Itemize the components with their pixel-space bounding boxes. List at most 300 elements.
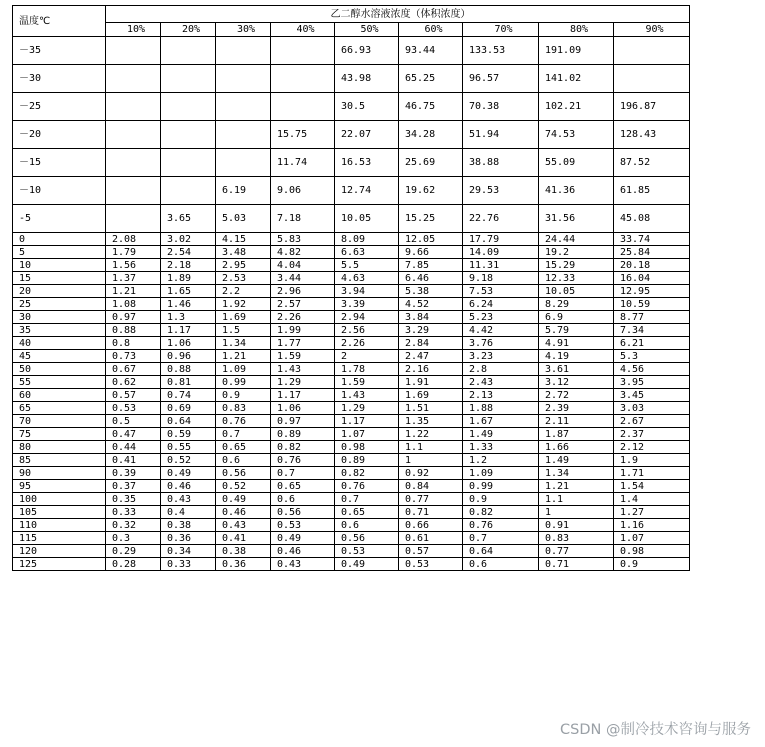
viscosity-cell: 0.9 xyxy=(614,558,690,571)
viscosity-cell: 0.61 xyxy=(399,532,463,545)
viscosity-cell: 1.67 xyxy=(463,415,539,428)
viscosity-cell: 1.17 xyxy=(335,415,399,428)
viscosity-cell xyxy=(216,121,271,149)
concentration-header-cell: 60% xyxy=(399,23,463,37)
viscosity-cell: 29.53 xyxy=(463,177,539,205)
viscosity-cell: 1.69 xyxy=(216,311,271,324)
viscosity-cell: 1.07 xyxy=(335,428,399,441)
viscosity-cell: 2.39 xyxy=(539,402,614,415)
viscosity-cell: 1.06 xyxy=(161,337,216,350)
viscosity-cell: 38.88 xyxy=(463,149,539,177)
viscosity-cell: 3.84 xyxy=(399,311,463,324)
temperature-cell: －15 xyxy=(13,149,106,177)
viscosity-cell: 102.21 xyxy=(539,93,614,121)
viscosity-cell: 0.65 xyxy=(216,441,271,454)
temperature-cell: 5 xyxy=(13,246,106,259)
table-row xyxy=(13,363,690,376)
viscosity-cell: 10.05 xyxy=(539,285,614,298)
table-row xyxy=(13,558,690,571)
viscosity-cell: 0.89 xyxy=(335,454,399,467)
temperature-cell: －25 xyxy=(13,93,106,121)
viscosity-cell: 0.46 xyxy=(216,506,271,519)
viscosity-cell: 0.73 xyxy=(106,350,161,363)
table-row xyxy=(13,259,690,272)
viscosity-cell: 0.38 xyxy=(216,545,271,558)
viscosity-cell: 2.54 xyxy=(161,246,216,259)
table-row xyxy=(13,121,690,149)
table-row xyxy=(13,350,690,363)
viscosity-cell: 24.44 xyxy=(539,233,614,246)
concentration-title: 乙二醇水溶液浓度（体积浓度） xyxy=(106,6,690,23)
viscosity-cell: 0.53 xyxy=(106,402,161,415)
viscosity-cell: 7.53 xyxy=(463,285,539,298)
viscosity-cell: 1.49 xyxy=(539,454,614,467)
viscosity-cell: 0.77 xyxy=(399,493,463,506)
viscosity-cell: 9.06 xyxy=(271,177,335,205)
viscosity-cell: 0.83 xyxy=(539,532,614,545)
viscosity-cell: 87.52 xyxy=(614,149,690,177)
viscosity-cell: 0.52 xyxy=(216,480,271,493)
viscosity-cell: 0.38 xyxy=(161,519,216,532)
viscosity-cell: 5.3 xyxy=(614,350,690,363)
viscosity-cell: 25.84 xyxy=(614,246,690,259)
viscosity-cell: 30.5 xyxy=(335,93,399,121)
viscosity-cell: 0.34 xyxy=(161,545,216,558)
viscosity-cell: 0.33 xyxy=(106,506,161,519)
viscosity-cell: 12.33 xyxy=(539,272,614,285)
viscosity-cell: 2.37 xyxy=(614,428,690,441)
viscosity-cell: 1.34 xyxy=(539,467,614,480)
viscosity-cell: 6.9 xyxy=(539,311,614,324)
viscosity-cell: 22.76 xyxy=(463,205,539,233)
viscosity-cell: 16.04 xyxy=(614,272,690,285)
viscosity-cell: 0.64 xyxy=(161,415,216,428)
viscosity-cell: 5.38 xyxy=(399,285,463,298)
viscosity-cell: 3.44 xyxy=(271,272,335,285)
viscosity-cell: 6.46 xyxy=(399,272,463,285)
viscosity-cell: 5.79 xyxy=(539,324,614,337)
viscosity-cell xyxy=(614,37,690,65)
temperature-cell: 40 xyxy=(13,337,106,350)
viscosity-cell: 0.29 xyxy=(106,545,161,558)
viscosity-table xyxy=(12,5,690,571)
viscosity-cell: 45.08 xyxy=(614,205,690,233)
viscosity-cell: 0.33 xyxy=(161,558,216,571)
viscosity-cell: 70.38 xyxy=(463,93,539,121)
viscosity-cell: 1.92 xyxy=(216,298,271,311)
table-row xyxy=(13,376,690,389)
viscosity-cell: 96.57 xyxy=(463,65,539,93)
viscosity-cell: 0.3 xyxy=(106,532,161,545)
viscosity-cell: 0.7 xyxy=(216,428,271,441)
viscosity-cell: 0.81 xyxy=(161,376,216,389)
viscosity-cell: 0.7 xyxy=(271,467,335,480)
viscosity-cell: 3.94 xyxy=(335,285,399,298)
viscosity-cell: 93.44 xyxy=(399,37,463,65)
viscosity-cell: 0.99 xyxy=(216,376,271,389)
viscosity-cell: 0.35 xyxy=(106,493,161,506)
viscosity-cell: 15.29 xyxy=(539,259,614,272)
table-row xyxy=(13,272,690,285)
viscosity-cell: 22.07 xyxy=(335,121,399,149)
viscosity-cell: 1.9 xyxy=(614,454,690,467)
viscosity-cell xyxy=(161,149,216,177)
table-row xyxy=(13,402,690,415)
viscosity-cell: 1.77 xyxy=(271,337,335,350)
viscosity-cell: 1.4 xyxy=(614,493,690,506)
viscosity-cell: 1.09 xyxy=(463,467,539,480)
viscosity-cell: 0.5 xyxy=(106,415,161,428)
viscosity-cell: 0.76 xyxy=(335,480,399,493)
viscosity-cell: 2.56 xyxy=(335,324,399,337)
viscosity-cell: 1.1 xyxy=(399,441,463,454)
viscosity-cell: 7.85 xyxy=(399,259,463,272)
viscosity-cell xyxy=(161,37,216,65)
viscosity-cell: 5.83 xyxy=(271,233,335,246)
viscosity-cell: 4.52 xyxy=(399,298,463,311)
viscosity-cell xyxy=(106,93,161,121)
viscosity-cell: 0.97 xyxy=(106,311,161,324)
viscosity-cell: 1.29 xyxy=(335,402,399,415)
viscosity-cell: 3.29 xyxy=(399,324,463,337)
viscosity-cell: 0.46 xyxy=(161,480,216,493)
temperature-cell: 20 xyxy=(13,285,106,298)
viscosity-cell: 0.49 xyxy=(161,467,216,480)
viscosity-cell: 1.2 xyxy=(463,454,539,467)
viscosity-cell: 0.65 xyxy=(271,480,335,493)
viscosity-cell: 1.33 xyxy=(463,441,539,454)
temperature-cell: －30 xyxy=(13,65,106,93)
viscosity-cell: 0.57 xyxy=(106,389,161,402)
viscosity-cell: 0.82 xyxy=(271,441,335,454)
viscosity-cell: 31.56 xyxy=(539,205,614,233)
viscosity-cell: 10.59 xyxy=(614,298,690,311)
viscosity-cell: 0.8 xyxy=(106,337,161,350)
viscosity-cell: 1.51 xyxy=(399,402,463,415)
viscosity-cell: 1.56 xyxy=(106,259,161,272)
viscosity-cell: 1 xyxy=(539,506,614,519)
temperature-cell: 125 xyxy=(13,558,106,571)
viscosity-cell: 1.37 xyxy=(106,272,161,285)
viscosity-cell: 0.56 xyxy=(216,467,271,480)
viscosity-cell xyxy=(271,93,335,121)
viscosity-cell: 0.76 xyxy=(271,454,335,467)
viscosity-cell: 1.21 xyxy=(539,480,614,493)
table-row xyxy=(13,415,690,428)
viscosity-cell: 0.43 xyxy=(161,493,216,506)
viscosity-cell xyxy=(161,177,216,205)
viscosity-cell: 1.17 xyxy=(161,324,216,337)
header-row-concentrations xyxy=(13,23,690,37)
viscosity-cell: 0.64 xyxy=(463,545,539,558)
viscosity-cell: 1.35 xyxy=(399,415,463,428)
viscosity-cell: 2.26 xyxy=(335,337,399,350)
viscosity-cell: 51.94 xyxy=(463,121,539,149)
viscosity-cell: 65.25 xyxy=(399,65,463,93)
viscosity-cell: 0.76 xyxy=(216,415,271,428)
viscosity-cell: 1.79 xyxy=(106,246,161,259)
viscosity-cell: 0.7 xyxy=(463,532,539,545)
viscosity-cell: 2.8 xyxy=(463,363,539,376)
viscosity-cell: 4.42 xyxy=(463,324,539,337)
table-row xyxy=(13,149,690,177)
viscosity-cell: 0.36 xyxy=(161,532,216,545)
temperature-cell: 0 xyxy=(13,233,106,246)
table-row xyxy=(13,205,690,233)
viscosity-cell xyxy=(106,149,161,177)
viscosity-cell: 0.67 xyxy=(106,363,161,376)
viscosity-cell: 4.19 xyxy=(539,350,614,363)
viscosity-cell: 0.96 xyxy=(161,350,216,363)
temperature-cell: 60 xyxy=(13,389,106,402)
temperature-cell: 95 xyxy=(13,480,106,493)
viscosity-cell: 6.21 xyxy=(614,337,690,350)
viscosity-cell: 2.43 xyxy=(463,376,539,389)
viscosity-cell: 3.65 xyxy=(161,205,216,233)
viscosity-cell: 0.37 xyxy=(106,480,161,493)
temperature-cell: 75 xyxy=(13,428,106,441)
viscosity-cell: 4.63 xyxy=(335,272,399,285)
table-row xyxy=(13,506,690,519)
viscosity-cell: 17.79 xyxy=(463,233,539,246)
viscosity-cell: 2.96 xyxy=(271,285,335,298)
viscosity-cell: 1.09 xyxy=(216,363,271,376)
viscosity-cell: 0.39 xyxy=(106,467,161,480)
viscosity-cell: 0.55 xyxy=(161,441,216,454)
viscosity-cell: 1.43 xyxy=(271,363,335,376)
viscosity-cell: 1.88 xyxy=(463,402,539,415)
viscosity-cell xyxy=(216,37,271,65)
viscosity-cell: 141.02 xyxy=(539,65,614,93)
temperature-cell: 25 xyxy=(13,298,106,311)
temperature-cell: 35 xyxy=(13,324,106,337)
table-row xyxy=(13,428,690,441)
viscosity-cell: 1.66 xyxy=(539,441,614,454)
temperature-cell: 50 xyxy=(13,363,106,376)
table-row xyxy=(13,311,690,324)
temperature-cell: 30 xyxy=(13,311,106,324)
viscosity-cell xyxy=(271,65,335,93)
concentration-header-cell: 50% xyxy=(335,23,399,37)
concentration-header-cell: 20% xyxy=(161,23,216,37)
viscosity-cell: 1.65 xyxy=(161,285,216,298)
viscosity-cell: 1.21 xyxy=(216,350,271,363)
temperature-header: 温度℃ xyxy=(13,6,106,37)
viscosity-cell: 0.84 xyxy=(399,480,463,493)
viscosity-cell: 0.88 xyxy=(161,363,216,376)
viscosity-cell: 1.06 xyxy=(271,402,335,415)
viscosity-cell xyxy=(161,65,216,93)
temperature-cell: 85 xyxy=(13,454,106,467)
viscosity-cell: 15.75 xyxy=(271,121,335,149)
viscosity-cell: 0.59 xyxy=(161,428,216,441)
viscosity-cell: 1.5 xyxy=(216,324,271,337)
viscosity-cell: 3.61 xyxy=(539,363,614,376)
temperature-cell: 100 xyxy=(13,493,106,506)
concentration-header-cell: 10% xyxy=(106,23,161,37)
viscosity-cell: 8.77 xyxy=(614,311,690,324)
viscosity-cell: 43.98 xyxy=(335,65,399,93)
viscosity-cell: 2.16 xyxy=(399,363,463,376)
viscosity-cell: 0.6 xyxy=(335,519,399,532)
concentration-header-cell: 90% xyxy=(614,23,690,37)
table-row xyxy=(13,324,690,337)
table-row xyxy=(13,298,690,311)
viscosity-cell: 0.62 xyxy=(106,376,161,389)
table-row xyxy=(13,493,690,506)
viscosity-cell: 15.25 xyxy=(399,205,463,233)
viscosity-cell: 5.03 xyxy=(216,205,271,233)
temperature-cell: 90 xyxy=(13,467,106,480)
viscosity-cell: 19.2 xyxy=(539,246,614,259)
viscosity-cell: 0.32 xyxy=(106,519,161,532)
viscosity-cell: 33.74 xyxy=(614,233,690,246)
viscosity-cell: 0.9 xyxy=(463,493,539,506)
viscosity-cell: 61.85 xyxy=(614,177,690,205)
viscosity-cell: 6.19 xyxy=(216,177,271,205)
table-row xyxy=(13,65,690,93)
viscosity-cell: 5.23 xyxy=(463,311,539,324)
viscosity-cell: 1.08 xyxy=(106,298,161,311)
viscosity-cell xyxy=(614,65,690,93)
viscosity-cell xyxy=(106,205,161,233)
viscosity-cell: 74.53 xyxy=(539,121,614,149)
viscosity-cell: 1.59 xyxy=(271,350,335,363)
viscosity-cell: 6.24 xyxy=(463,298,539,311)
temperature-cell: 45 xyxy=(13,350,106,363)
viscosity-cell: 2.2 xyxy=(216,285,271,298)
temperature-cell: －10 xyxy=(13,177,106,205)
viscosity-cell: 4.91 xyxy=(539,337,614,350)
header-row-title xyxy=(13,6,690,23)
viscosity-cell: 0.53 xyxy=(399,558,463,571)
viscosity-cell: 2 xyxy=(335,350,399,363)
viscosity-cell: 0.98 xyxy=(614,545,690,558)
viscosity-cell: 16.53 xyxy=(335,149,399,177)
table-row xyxy=(13,37,690,65)
table-row xyxy=(13,337,690,350)
viscosity-cell: 0.47 xyxy=(106,428,161,441)
viscosity-cell: 0.36 xyxy=(216,558,271,571)
viscosity-cell: 1.46 xyxy=(161,298,216,311)
viscosity-cell: 11.74 xyxy=(271,149,335,177)
viscosity-cell: 1.99 xyxy=(271,324,335,337)
concentration-header-cell: 70% xyxy=(463,23,539,37)
viscosity-cell: 7.18 xyxy=(271,205,335,233)
viscosity-cell: 1.69 xyxy=(399,389,463,402)
viscosity-cell: 46.75 xyxy=(399,93,463,121)
viscosity-cell: 8.29 xyxy=(539,298,614,311)
temperature-cell: 115 xyxy=(13,532,106,545)
viscosity-cell: 0.41 xyxy=(216,532,271,545)
viscosity-cell: 1.17 xyxy=(271,389,335,402)
viscosity-cell: 0.7 xyxy=(335,493,399,506)
viscosity-cell: 0.43 xyxy=(271,558,335,571)
watermark: CSDN @制冷技术咨询与服务 xyxy=(560,722,751,738)
viscosity-cell: 4.04 xyxy=(271,259,335,272)
temperature-cell: 105 xyxy=(13,506,106,519)
viscosity-cell: 3.45 xyxy=(614,389,690,402)
viscosity-cell: 128.43 xyxy=(614,121,690,149)
temperature-cell: -5 xyxy=(13,205,106,233)
viscosity-cell: 0.6 xyxy=(271,493,335,506)
viscosity-cell: 3.48 xyxy=(216,246,271,259)
viscosity-cell: 0.65 xyxy=(335,506,399,519)
viscosity-cell xyxy=(216,65,271,93)
temperature-cell: 15 xyxy=(13,272,106,285)
concentration-header-cell: 30% xyxy=(216,23,271,37)
viscosity-cell: 0.71 xyxy=(399,506,463,519)
viscosity-cell: 10.05 xyxy=(335,205,399,233)
viscosity-cell: 0.77 xyxy=(539,545,614,558)
viscosity-cell: 4.15 xyxy=(216,233,271,246)
viscosity-cell: 0.92 xyxy=(399,467,463,480)
viscosity-cell: 1.54 xyxy=(614,480,690,493)
viscosity-cell: 0.44 xyxy=(106,441,161,454)
table-row xyxy=(13,532,690,545)
viscosity-cell: 0.6 xyxy=(216,454,271,467)
viscosity-cell: 191.09 xyxy=(539,37,614,65)
temperature-cell: 65 xyxy=(13,402,106,415)
temperature-cell: －35 xyxy=(13,37,106,65)
viscosity-cell: 2.08 xyxy=(106,233,161,246)
table-row xyxy=(13,480,690,493)
temperature-cell: －20 xyxy=(13,121,106,149)
table-row xyxy=(13,389,690,402)
viscosity-cell: 4.56 xyxy=(614,363,690,376)
table-row xyxy=(13,519,690,532)
temperature-cell: 110 xyxy=(13,519,106,532)
table-row xyxy=(13,93,690,121)
viscosity-cell: 0.43 xyxy=(216,519,271,532)
viscosity-cell: 0.57 xyxy=(399,545,463,558)
viscosity-cell: 5.5 xyxy=(335,259,399,272)
viscosity-cell: 2.53 xyxy=(216,272,271,285)
temperature-cell: 55 xyxy=(13,376,106,389)
temperature-cell: 80 xyxy=(13,441,106,454)
table-row xyxy=(13,233,690,246)
table-row xyxy=(13,441,690,454)
viscosity-cell: 9.18 xyxy=(463,272,539,285)
viscosity-cell: 0.53 xyxy=(335,545,399,558)
viscosity-cell: 3.95 xyxy=(614,376,690,389)
viscosity-cell: 0.83 xyxy=(216,402,271,415)
viscosity-cell: 3.12 xyxy=(539,376,614,389)
viscosity-cell: 9.66 xyxy=(399,246,463,259)
viscosity-cell: 25.69 xyxy=(399,149,463,177)
viscosity-cell xyxy=(161,93,216,121)
viscosity-cell: 2.57 xyxy=(271,298,335,311)
viscosity-cell: 0.9 xyxy=(216,389,271,402)
viscosity-cell: 1.3 xyxy=(161,311,216,324)
viscosity-cell: 11.31 xyxy=(463,259,539,272)
viscosity-cell: 1.29 xyxy=(271,376,335,389)
viscosity-cell: 1.78 xyxy=(335,363,399,376)
viscosity-cell: 34.28 xyxy=(399,121,463,149)
viscosity-cell: 8.09 xyxy=(335,233,399,246)
viscosity-cell: 6.63 xyxy=(335,246,399,259)
viscosity-cell: 0.49 xyxy=(216,493,271,506)
viscosity-cell xyxy=(271,37,335,65)
viscosity-cell: 0.89 xyxy=(271,428,335,441)
viscosity-cell: 12.05 xyxy=(399,233,463,246)
viscosity-cell: 1.27 xyxy=(614,506,690,519)
viscosity-cell: 1.22 xyxy=(399,428,463,441)
viscosity-cell: 133.53 xyxy=(463,37,539,65)
viscosity-cell: 2.94 xyxy=(335,311,399,324)
viscosity-cell: 7.34 xyxy=(614,324,690,337)
viscosity-cell: 3.02 xyxy=(161,233,216,246)
